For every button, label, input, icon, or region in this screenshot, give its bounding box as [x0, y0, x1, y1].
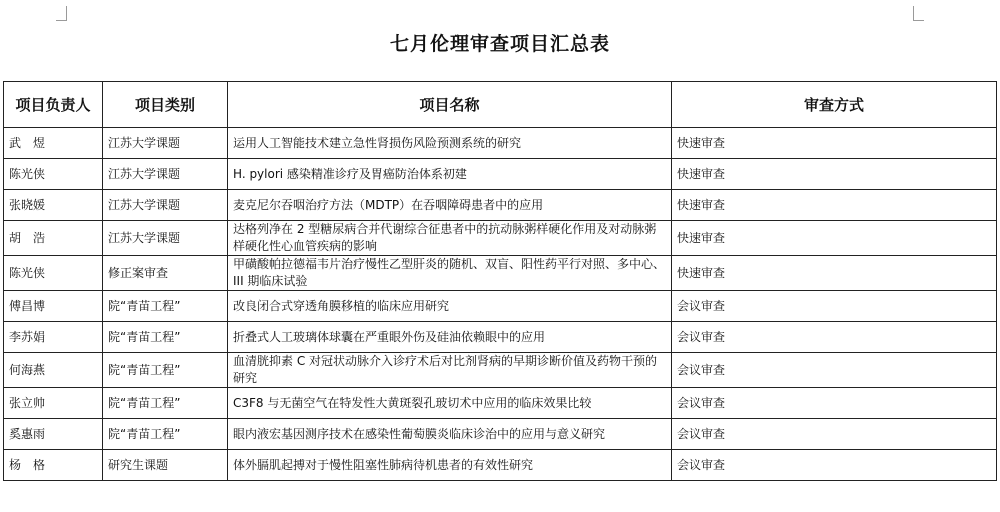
cell-review-method: 会议审查	[672, 388, 997, 419]
page-corner-mark-top-right	[913, 6, 924, 21]
cell-project-name: 甲磺酸帕拉德福韦片治疗慢性乙型肝炎的随机、双盲、阳性药平行对照、多中心、III 期临床试验	[228, 256, 672, 291]
table-row	[4, 450, 997, 481]
document-title: 七月伦理审查项目汇总表	[389, 33, 610, 55]
cell-leader: 何海燕	[4, 353, 103, 388]
table-header-row	[4, 82, 997, 128]
cell-category: 院“青苗工程”	[103, 388, 228, 419]
table-row	[4, 128, 997, 159]
table-row	[4, 256, 997, 291]
cell-review-method: 快速审查	[672, 221, 997, 256]
cell-project-name: 运用人工智能技术建立急性肾损伤风险预测系统的研究	[228, 128, 672, 159]
cell-leader: 傅昌博	[4, 291, 103, 322]
cell-category: 修正案审查	[103, 256, 228, 291]
table-row	[4, 388, 997, 419]
cell-project-name: H. pylori 感染精准诊疗及胃癌防治体系初建	[228, 159, 672, 190]
table-row	[4, 322, 997, 353]
table-row	[4, 291, 997, 322]
cell-category: 研究生课题	[103, 450, 228, 481]
cell-project-name: 折叠式人工玻璃体球囊在严重眼外伤及硅油依赖眼中的应用	[228, 322, 672, 353]
ethics-review-table	[3, 81, 997, 481]
cell-review-method: 会议审查	[672, 322, 997, 353]
cell-leader: 李苏娟	[4, 322, 103, 353]
cell-project-name: C3F8 与无菌空气在特发性大黄斑裂孔玻切术中应用的临床效果比较	[228, 388, 672, 419]
cell-leader: 张立帅	[4, 388, 103, 419]
cell-project-name: 体外膈肌起搏对于慢性阻塞性肺病待机患者的有效性研究	[228, 450, 672, 481]
header-review-method: 审查方式	[672, 82, 997, 128]
table-row	[4, 159, 997, 190]
table-row	[4, 419, 997, 450]
table-row	[4, 190, 997, 221]
cell-leader: 杨 格	[4, 450, 103, 481]
cell-project-name: 麦克尼尔吞咽治疗方法（MDTP）在吞咽障碍患者中的应用	[228, 190, 672, 221]
header-project-name: 项目名称	[228, 82, 672, 128]
cell-category: 院“青苗工程”	[103, 353, 228, 388]
header-category: 项目类别	[103, 82, 228, 128]
table-row	[4, 221, 997, 256]
cell-leader: 胡 浩	[4, 221, 103, 256]
cell-category: 江苏大学课题	[103, 128, 228, 159]
cell-category: 院“青苗工程”	[103, 322, 228, 353]
cell-category: 江苏大学课题	[103, 221, 228, 256]
cell-category: 江苏大学课题	[103, 190, 228, 221]
table-body	[4, 128, 997, 481]
cell-category: 院“青苗工程”	[103, 419, 228, 450]
cell-leader: 陈光侠	[4, 159, 103, 190]
cell-review-method: 会议审查	[672, 291, 997, 322]
cell-leader: 陈光侠	[4, 256, 103, 291]
cell-review-method: 会议审查	[672, 353, 997, 388]
cell-project-name: 改良闭合式穿透角膜移植的临床应用研究	[228, 291, 672, 322]
cell-leader: 奚惠雨	[4, 419, 103, 450]
cell-project-name: 达格列净在 2 型糖尿病合并代谢综合征患者中的抗动脉粥样硬化作用及对动脉粥样硬化性心血管疾病的影响	[228, 221, 672, 256]
cell-review-method: 快速审查	[672, 190, 997, 221]
cell-leader: 武 煜	[4, 128, 103, 159]
cell-leader: 张晓媛	[4, 190, 103, 221]
cell-category: 江苏大学课题	[103, 159, 228, 190]
page-corner-mark-top-left	[56, 6, 67, 21]
cell-project-name: 血清胱抑素 C 对冠状动脉介入诊疗术后对比剂肾病的早期诊断价值及药物干预的研究	[228, 353, 672, 388]
cell-review-method: 快速审查	[672, 159, 997, 190]
cell-review-method: 会议审查	[672, 419, 997, 450]
cell-category: 院“青苗工程”	[103, 291, 228, 322]
cell-review-method: 快速审查	[672, 256, 997, 291]
cell-review-method: 快速审查	[672, 128, 997, 159]
cell-project-name: 眼内液宏基因测序技术在感染性葡萄膜炎临床诊治中的应用与意义研究	[228, 419, 672, 450]
header-leader: 项目负责人	[4, 82, 103, 128]
cell-review-method: 会议审查	[672, 450, 997, 481]
table-row	[4, 353, 997, 388]
